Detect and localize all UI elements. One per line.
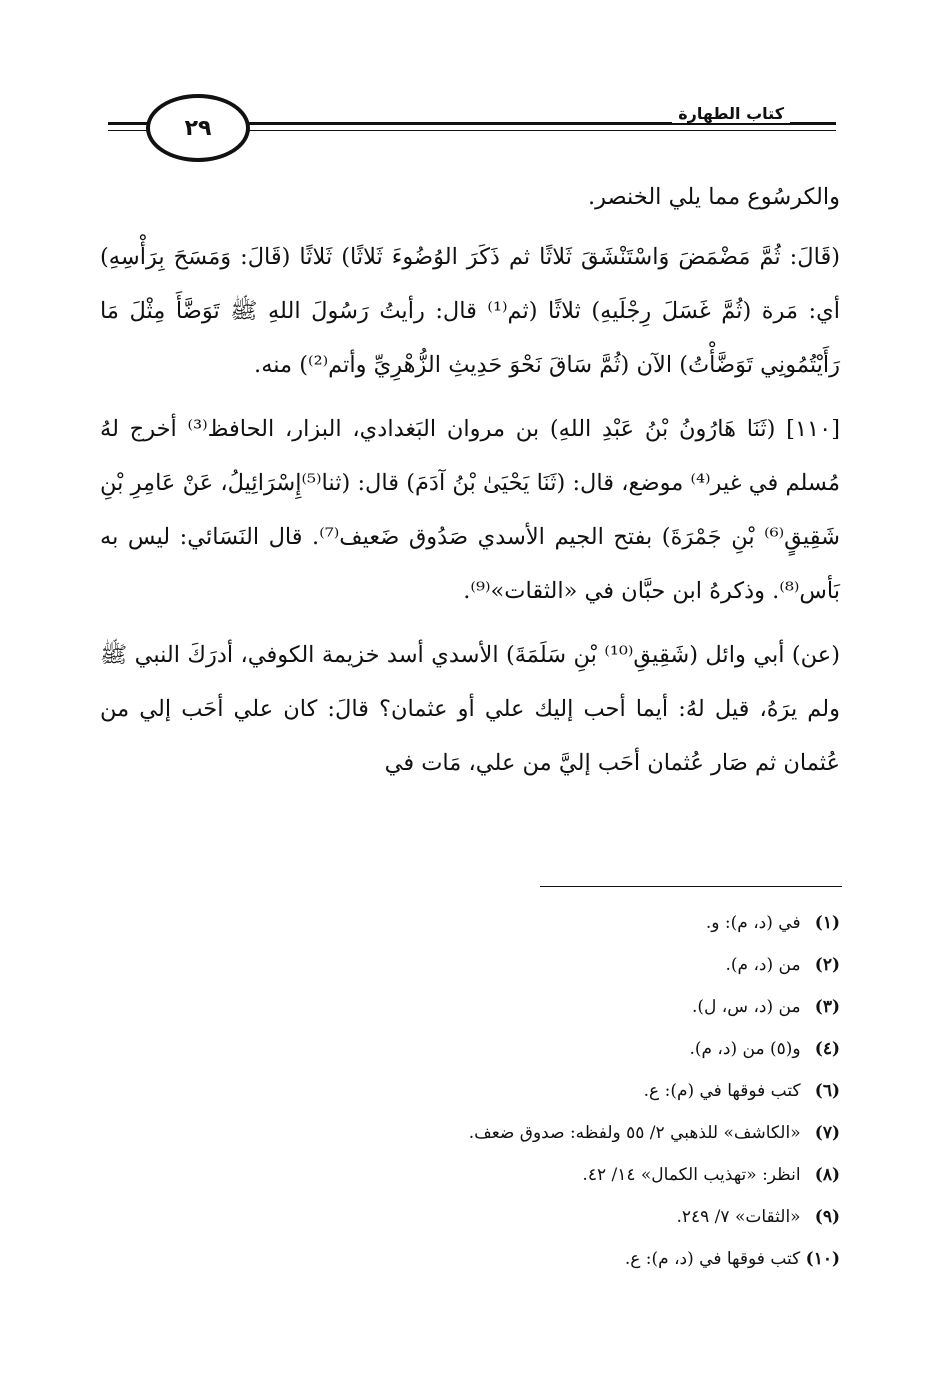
footnote-number: (٤) xyxy=(814,1039,840,1059)
footnote-9 xyxy=(100,1196,840,1238)
footnote-text: من (د، س، ل). xyxy=(692,997,801,1017)
footnote-6 xyxy=(100,1070,840,1112)
footnote-1 xyxy=(100,902,840,944)
footnote-text: في (د، م): و. xyxy=(705,913,801,933)
page-header xyxy=(108,86,836,166)
paragraph-4: (عن) أبي وائل (شَقِيقِ⁽¹⁰⁾ بْنِ سَلَمَةَ) الأسدي أسد خزيمة الكوفي، أدرَكَ النبي ﷺ ولم يرَهُ، قيل لهُ: أيما أحب إليك علي أو عثمان؟ قالَ: كان علي أحَب إلي من عُثمان ثم صَار عُثمان أحَب إليَّ من علي، مَات في xyxy=(100,642,840,776)
footnote-text: من (د، م). xyxy=(725,955,801,975)
footnote-number: (١) xyxy=(814,913,840,933)
footnote-number: (٢) xyxy=(814,955,840,975)
footnote-text: كتب فوقها في (د، م): ع. xyxy=(624,1249,801,1269)
footnote-number: (٨) xyxy=(814,1165,840,1185)
footnote-3 xyxy=(100,986,840,1028)
footnote-2 xyxy=(100,944,840,986)
footnote-number: (٧) xyxy=(814,1123,840,1143)
paragraph-3: [١١٠] (ثَنَا هَارُونُ بْنُ عَبْدِ اللهِ) بن مروان البَغدادي، البزار، الحافظ⁽³⁾ أخرج لهُ مُسلم في غير⁽⁴⁾ موضع، قال: (ثَنَا يَحْيَىٰ بْنُ آدَمَ) قال: (ثنا⁽⁵⁾إِسْرَائِيلُ، عَنْ عَامِرِ بْنِ شَقِيقٍ⁽⁶⁾ بْنِ جَمْرَةَ) بفتح الجيم الأسدي صَدُوق ضَعيف⁽⁷⁾. قال النَسَائي: ليس به بَأس⁽⁸⁾. وذكرهُ ابن حبَّان في «الثقات»⁽⁹⁾. xyxy=(100,416,841,604)
paragraph-1: والكرسُوع مما يلي الخنصر. xyxy=(587,184,840,210)
footnote-text: كتب فوقها في (م): ع. xyxy=(643,1081,801,1101)
paragraph-2: (قَالَ: ثُمَّ مَضْمَضَ وَاسْتَنْشَقَ ثَلاثًا ثم ذَكَرَ الوُضُوءَ ثَلاثًا) ثَلاثًا (قَالَ: وَمَسَحَ بِرَأْسِهِ) أي: مَرة (ثُمَّ غَسَلَ رِجْلَيهِ) ثلاثًا (ثم⁽¹⁾ قال: رأيتُ رَسُولَ اللهِ ﷺ تَوَضَّأَ مِثْلَ مَا رَأَيْتُمُونِي تَوَضَّأْتُ) الآن (ثُمَّ سَاقَ نَحْوَ حَدِيثِ الزُّهْرِيِّ وأتم⁽²⁾) منه. xyxy=(100,244,840,378)
footnote-number: (٣) xyxy=(814,997,840,1017)
footnote-number: (٦) xyxy=(814,1081,840,1101)
footnote-10 xyxy=(100,1238,840,1280)
footnote-number: (١٠) xyxy=(805,1249,840,1269)
footnote-7 xyxy=(100,1112,840,1154)
footnote-text: «الكاشف» للذهبي ٢/ ٥٥ ولفظه: صدوق ضعف. xyxy=(468,1123,801,1143)
footnote-text: و(٥) من (د، م). xyxy=(689,1039,801,1059)
footnote-number: (٩) xyxy=(814,1207,840,1227)
footnote-text: «الثقات» ٧/ ٢٤٩. xyxy=(676,1207,801,1227)
book-title: كتاب الطهارة xyxy=(672,104,790,123)
footnote-divider xyxy=(540,886,842,887)
page-number: ٢٩ xyxy=(184,115,212,141)
footnote-8 xyxy=(100,1154,840,1196)
footnotes xyxy=(100,902,840,1280)
footnote-text: انظر: «تهذيب الكمال» ١٤/ ٤٢. xyxy=(582,1165,801,1185)
main-text xyxy=(100,170,840,800)
header-rule-right-bottom xyxy=(238,130,836,131)
page-number-circle xyxy=(146,94,250,162)
footnote-4 xyxy=(100,1028,840,1070)
